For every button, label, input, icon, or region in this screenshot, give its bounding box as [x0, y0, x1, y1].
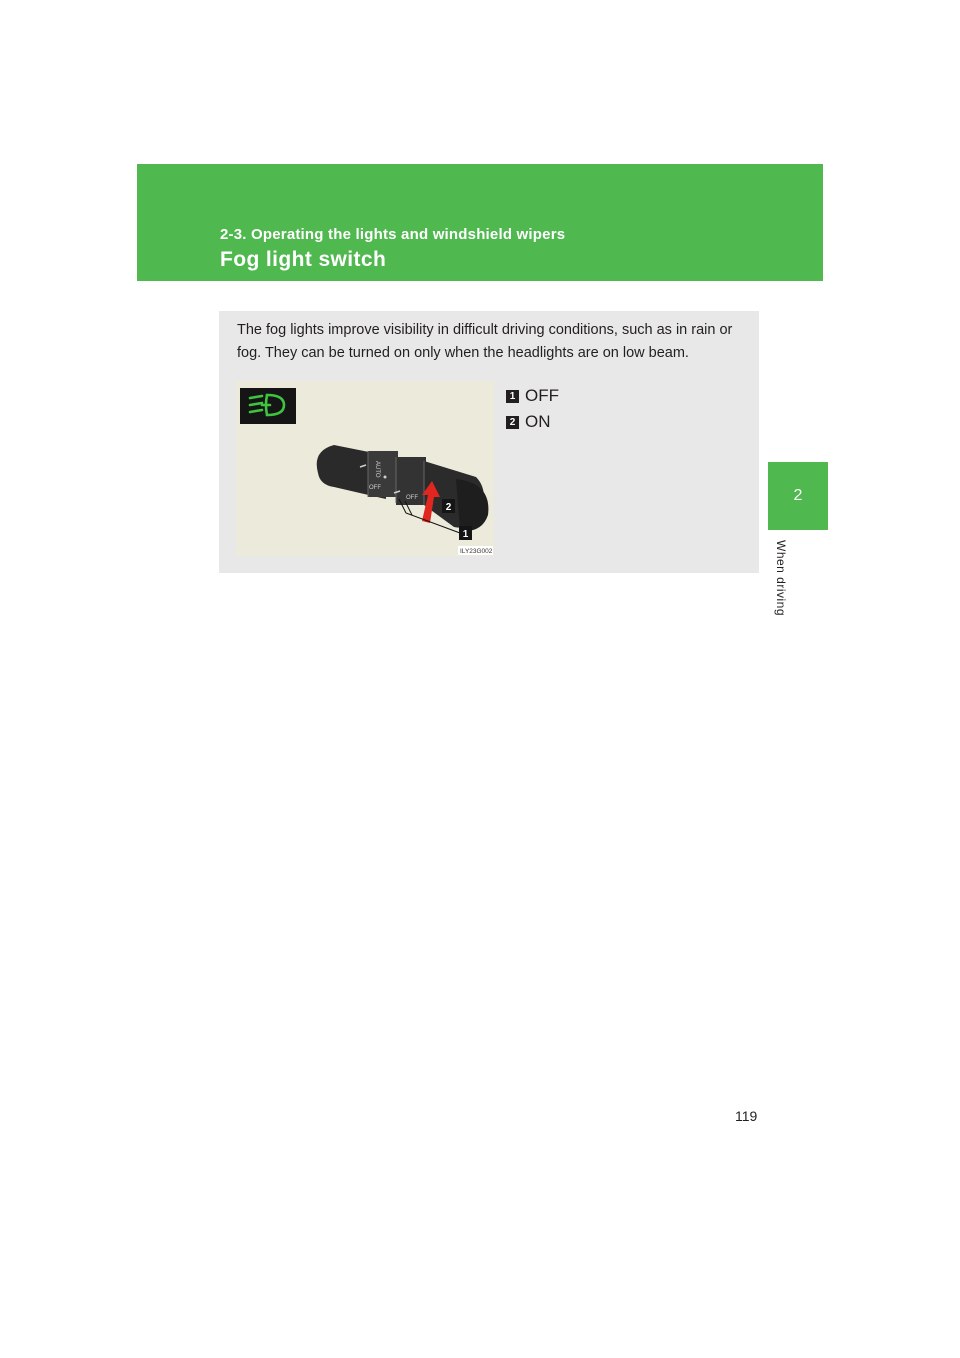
legend	[506, 383, 559, 435]
chapter-tab[interactable]: 2	[768, 462, 828, 530]
fog-switch-figure	[236, 381, 494, 556]
svg-text:1: 1	[462, 529, 469, 540]
fog-light-indicator-icon	[240, 388, 296, 424]
legend-text-on: ON	[525, 412, 551, 431]
intro-text: The fog lights improve visibility in difficult driving conditions, such as in rain or fog. They can be turned on only when the headlights are on low beam.	[237, 322, 733, 361]
content-box	[219, 311, 759, 573]
legend-text-off: OFF	[525, 386, 559, 405]
page-title: Fog light switch	[220, 248, 387, 271]
figure-code	[458, 546, 493, 555]
chapter-tab-label: When driving	[774, 540, 788, 617]
legend-number-2: 2	[506, 416, 519, 429]
callout-2	[442, 499, 455, 513]
legend-number-1: 1	[506, 390, 519, 403]
callout-1	[459, 526, 472, 540]
page-number: 119	[735, 1108, 758, 1124]
header-band	[137, 164, 823, 281]
legend-item-off	[506, 383, 559, 409]
auto-label: AUTO	[374, 461, 380, 478]
svg-text:2: 2	[445, 502, 452, 513]
svg-text:ILY23G002: ILY23G002	[460, 548, 493, 555]
legend-item-on	[506, 409, 559, 435]
lever-switch-illustration	[317, 445, 489, 531]
off-label: OFF	[369, 485, 381, 491]
section-label: 2-3. Operating the lights and windshield wipers	[220, 226, 566, 243]
fog-off-label: OFF	[406, 495, 418, 501]
